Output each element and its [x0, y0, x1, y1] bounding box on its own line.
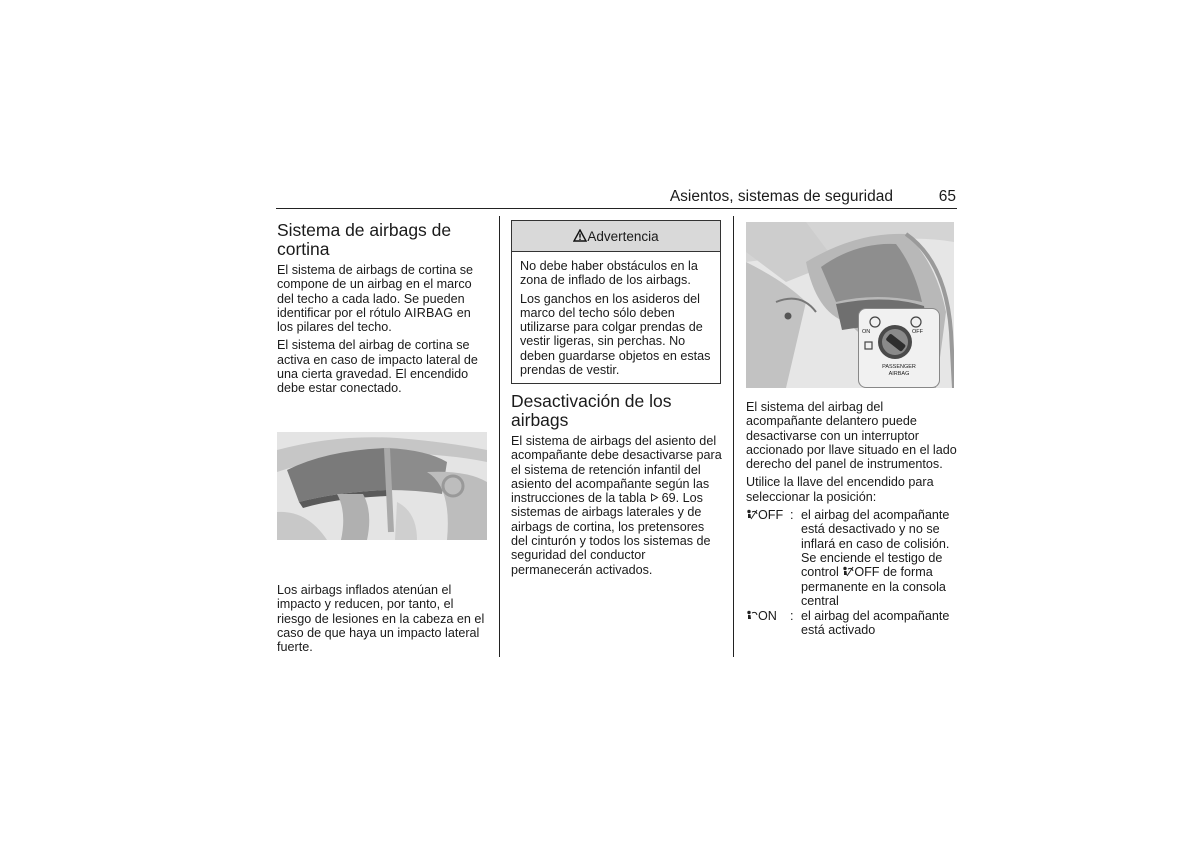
warning-text-1: No debe haber obstáculos en la zona de inflado de los airbags. [520, 259, 698, 288]
page-number: 65 [938, 188, 956, 205]
warning-title: Advertencia [587, 229, 659, 244]
column-divider-right [733, 216, 734, 657]
curtain-airbag-caption: Los airbags inflados atenúan el impacto y reducen, por tanto, el riesgo de lesiones en la cabeza en el caso de que haya un impacto lateral fuerte. [277, 583, 485, 655]
switch-airbag-label: AIRBAG [888, 370, 910, 377]
middle-column [511, 392, 723, 581]
switch-passenger-label: PASSENGER [882, 364, 916, 370]
off-label: OFF [758, 508, 784, 523]
airbag-label: AIRBAG [404, 305, 454, 320]
deactivation-text: El sistema de airbags del asiento del acompañante debe desactivarse para el sistema de retención infantil del asiento del acompañante según las instrucciones de la tabla 69. Los sistemas de airbags laterales y de airbags de cortina, los pretensores del cinturón y todos los sistemas de seguridad del conductor permanecerán activados. [511, 434, 722, 577]
airbag-off-icon [746, 509, 758, 520]
on-label: ON [758, 609, 777, 624]
curtain-airbag-heading: Sistema de airbags de cortina [277, 220, 452, 259]
switch-instruction: Utilice la llave del encendido para seleccionar la posición: [746, 475, 934, 504]
switch-on-label: ON [862, 329, 871, 335]
column-divider-left [499, 216, 500, 657]
curtain-airbag-activation: El sistema del airbag de cortina se activa en caso de impacto lateral de una cierta gravedad. El encendido debe estar conectado. [277, 338, 478, 396]
warning-header [512, 221, 720, 252]
header-rule [276, 208, 957, 209]
curtain-airbag-illustration [277, 432, 487, 540]
figure-caption [277, 583, 489, 658]
switch-description: El sistema del airbag del acompañante delantero puede desactivarse con un interruptor accionado por llave situado en el lado derecho del panel de instrumentos. [746, 400, 957, 472]
warning-triangle-icon [573, 229, 587, 242]
off-description: el airbag del acompañante está desactivado y no se inflará en caso de colisión. Se enciende el testigo de control OFF de forma permanente en la consola central [801, 508, 950, 608]
warning-box [511, 220, 721, 384]
airbag-switch-inset [858, 308, 940, 388]
curtain-airbag-intro: El sistema de airbags de cortina se compone de un airbag en el marco del techo a cada lado. Se pueden identificar por el rótulo AIRBAG en los pilares del techo. [277, 263, 474, 335]
warning-text-2: Los ganchos en los asideros del marco del techo sólo deben utilizarse para colgar prendas de vestir ligeras, sin perchas. No deben guardarse objetos en estas prendas de vestir. [520, 291, 711, 378]
airbag-off-inline-icon [842, 566, 854, 577]
off-position-item [746, 508, 958, 608]
section-title: Asientos, sistemas de seguridad [669, 188, 893, 205]
reference-arrow-icon [650, 493, 659, 502]
on-description: el airbag del acompañante está activado [801, 609, 950, 638]
on-colon: : [790, 609, 794, 624]
off-colon: : [790, 508, 794, 523]
deactivation-heading: Desactivación de los airbags [511, 391, 672, 430]
curtain-airbag-figure [277, 432, 487, 540]
left-column [277, 221, 489, 400]
switch-off-label: OFF [912, 329, 923, 335]
passenger-airbag-switch-figure [746, 222, 954, 388]
page-reference[interactable]: 69 [661, 491, 676, 506]
airbag-on-icon [746, 610, 758, 621]
right-column [746, 400, 958, 639]
on-position-item [746, 609, 958, 638]
